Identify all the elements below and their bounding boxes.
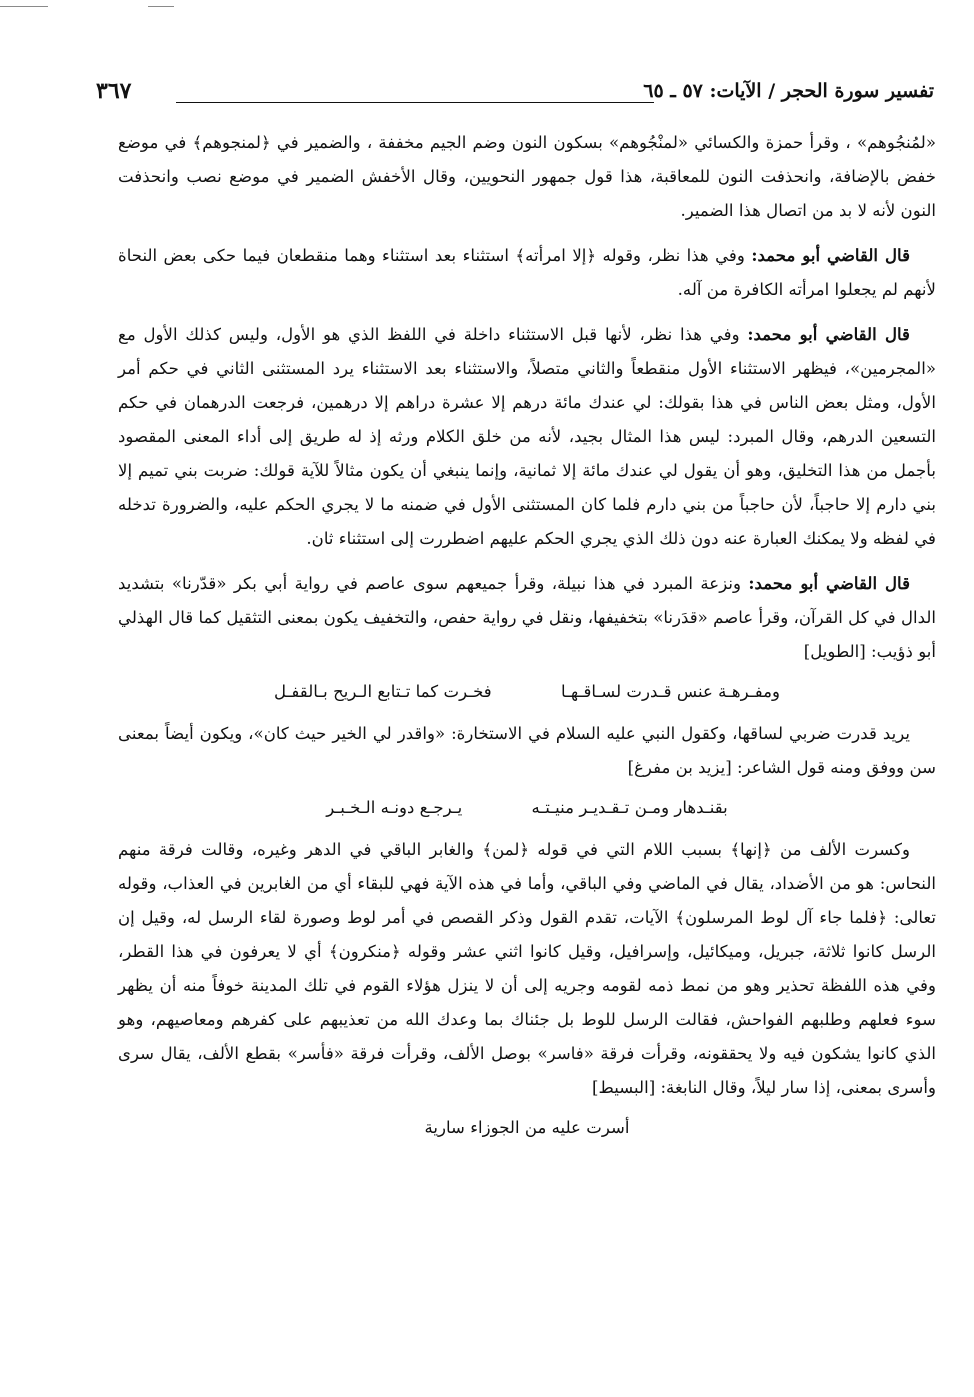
paragraph-2 xyxy=(118,238,936,307)
paragraph-text: «لمُنجُوهم» ، وقرأ حمزة والكسائي «لمنْجُوهم» بسكون النون وضم الجيم مخففة ، والضمير في ﴿لمنجوهم﴾ في موضع خفض بالإضافة، وانحذفت النون للمعاقبة، هذا قول جمهور النحويين، وقال الأخفش الضمير في موضع نصب وانحذفت النون لأنه لا بد من اتصال هذا الضمير. xyxy=(118,133,936,220)
paragraph-lead: قال القاضي أبو محمد: xyxy=(747,324,910,344)
verse-first-hemistich: ومفـرهـة عنس قـدرت لسـاقـهـا xyxy=(561,682,780,701)
paragraph-6 xyxy=(118,833,936,1105)
poetry-verse-2 xyxy=(118,791,936,825)
paragraph-text: ونزعة المبرد في هذا نبيلة، وقرأ جميعهم سوى عاصم في رواية أبي بكر «قدّرنا» بتشديد الدال في كل القرآن، وقرأ عاصم «قدَرنا» بتخفيفها، ونقل في رواية حفص، والتخفيف يكون بمعنى التثقيل كما قال الهذلي أبو ذؤيب: [الطويل] xyxy=(118,574,936,661)
paragraph-4 xyxy=(118,566,936,669)
poetry-verse-1 xyxy=(118,675,936,709)
paragraph-text: وفي هذا نظر، وقوله ﴿إلا امرأته﴾ استثناء بعد استثناء وهما منقطعان فيما حكى بعض النحاة لأنهم لم يجعلوا امرأته الكافرة من آله. xyxy=(118,246,936,299)
scan-artifact-line xyxy=(0,6,48,7)
poetry-verse-3 xyxy=(118,1111,936,1145)
paragraph-lead: قال القاضي أبو محمد: xyxy=(748,573,910,593)
paragraph-text: يريد قدرت ضربي لساقها، وكقول النبي عليه السلام في الاستخارة: «واقدر لي الخير حيث كان»، ويكون أيضاً بمعنى سن ووفق ومنه قول الشاعر: [يزيد بن مفرغ] xyxy=(118,724,936,777)
header-rule xyxy=(176,102,654,103)
scan-artifact-line xyxy=(148,6,174,7)
running-header xyxy=(96,78,934,114)
verse-hemistich: أسرت عليه من الجوزاء سارية xyxy=(424,1118,630,1137)
paragraph-1 xyxy=(118,126,936,228)
verse-second-hemistich: فخـرت كما تـتابع الـريح بـالقفـل xyxy=(273,682,492,701)
paragraph-5 xyxy=(118,717,936,785)
header-title: تفسير سورة الحجر / الآيات: ٥٧ ـ ٦٥ xyxy=(643,80,934,102)
verse-second-hemistich: يـرجـع دونـه الـخـبـر xyxy=(326,798,463,817)
verse-first-hemistich: بقنـدهار ومـن تـقـديـر منيـتـه xyxy=(531,798,728,817)
body-text xyxy=(118,126,936,1153)
paragraph-3 xyxy=(118,317,936,556)
page-number: ٣٦٧ xyxy=(96,78,132,104)
paragraph-text: وكسرت الألف من ﴿إنها﴾ بسبب اللام التي في قوله ﴿لمن﴾ والغابر الباقي في الدهر وغيره، وقالت فرقة منهم النحاس: هو من الأضداد، يقال في الماضي وفي الباقي، وأما في هذه الآية فهي للبقاء أي من الغابرين في العذاب، وقوله تعالى: ﴿فلما جاء آل لوط المرسلون﴾ الآيات، تقدم القول وذكر القصص في أمر لوط وصورة لقاء الرسل له، وقيل إن الرسل كانوا ثلاثة، جبريل، وميكائيل، وإسرافيل، وقيل كانوا اثني عشر وقوله ﴿منكرون﴾ أي لا يعرفون في هذا القطر، وفي هذه اللفظة تحذير وهو من نمط ذمه لقومه وجريه إلى أن لا ينزل هؤلاء القوم في تلك المدينة خوفاً منه أن يظهر سوء فعلهم وطلبهم الفواحش، فقالت الرسل للوط بل جئناك بما وعدك الله من تعذيبهم على كفرهم ومعاصيهم، وهو الذي كانوا يشكون فيه ولا يحققونه، وقرأت فرقة «فاسر» بوصل الألف، وقرأت فرقة «فأسر» بقطع الألف، يقال سرى وأسرى بمعنى، إذا سار ليلاً، وقال النابغة: [البسيط] xyxy=(118,840,936,1097)
paragraph-lead: قال القاضي أبو محمد: xyxy=(751,245,910,265)
paragraph-text: وفي هذا نظر، لأنها قبل الاستثناء داخلة في اللفظ الذي هو الأول، وليس كذلك الأول مع «المجرمين»، فيظهر الاستثناء الأول منقطعاً والثاني متصلاً، والاستثناء بعد الاستثناء يرد المستثنى الثاني في حكم أمر الأول، ومثل بعض الناس في هذا بقولك: لي عندك مائة درهم إلا عشرة دراهم إلا درهمين، فرجعت الدرهمان في حكم التسعين الدرهم، وقال المبرد: ليس هذا المثال بجيد، لأنه من خلق الكلام ورثه إذ له طريق إلى أداء المعنى المقصود بأجمل من هذا التخليق، وهو أن يقول لي عندك مائة إلا ثمانية، وإنما ينبغي أن يكون مثالاً للآية قولك: ضربت بني تميم إلا بني دارم إلا حاجباً، لأن حاجباً من بني دارم فلما كان المستثنى الأول في ضمنه ما لا يجري الحكم عليه، والضرورة تدخله في لفظه ولا يمكنك العبارة عنه دون ذلك الذي يجري الحكم عليهم اضطررت إلى استثناء ثان. xyxy=(118,325,936,548)
